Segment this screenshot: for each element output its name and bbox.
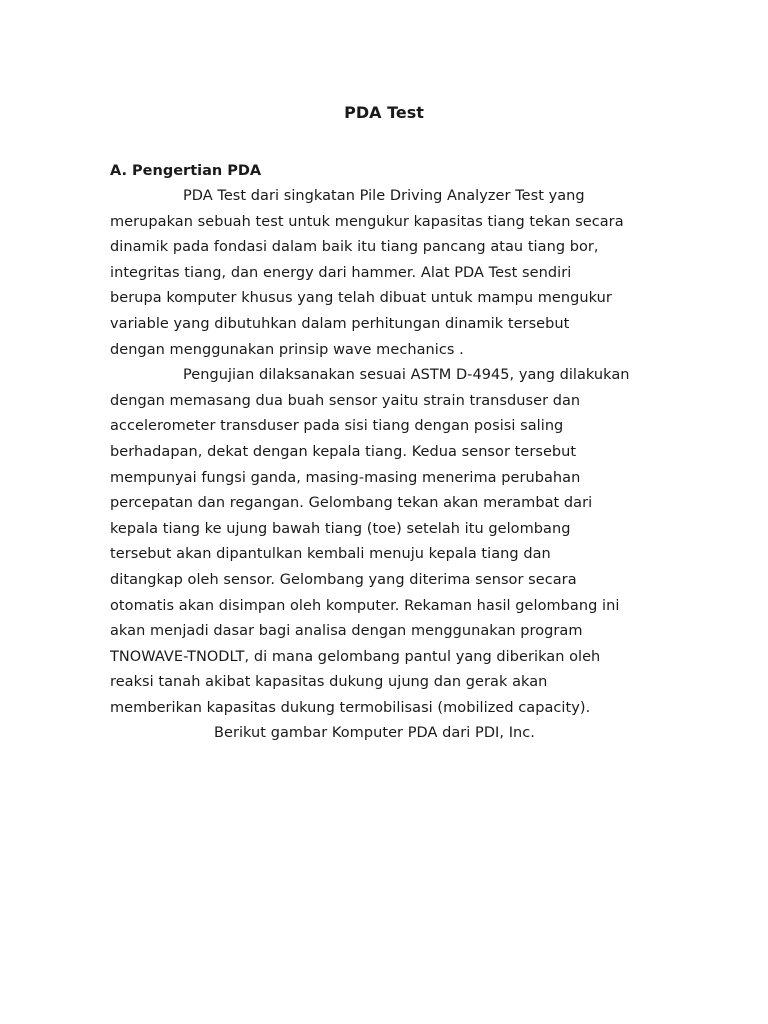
paragraph-1-line-1: PDA Test dari singkatan Pile Driving Analyzer Test yang: [183, 188, 585, 204]
paragraph-2-line-2: dengan memasang dua buah sensor yaitu strain transduser dan: [110, 392, 581, 409]
paragraph-1-line-5: berupa komputer khusus yang telah dibuat untuk mampu mengukur: [110, 290, 612, 307]
paragraph-2-line-4: berhadapan, dekat dengan kepala tiang. Kedua sensor tersebut: [110, 443, 577, 460]
section-heading: A. Pengertian PDA: [110, 163, 262, 179]
paragraph-1-line-7: dengan menggunakan prinsip wave mechanics .: [110, 341, 464, 358]
paragraph-1-line-3: dinamik pada fondasi dalam baik itu tiang pancang atau tiang bor,: [110, 239, 599, 256]
paragraph-1-line-2: merupakan sebuah test untuk mengukur kapasitas tiang tekan secara: [110, 213, 624, 230]
paragraph-2-line-13: reaksi tanah akibat kapasitas dukung ujung dan gerak akan: [110, 674, 548, 691]
figure-intro-line: Berikut gambar Komputer PDA dari PDI, Inc.: [214, 725, 535, 742]
paragraph-2-line-3: accelerometer transduser pada sisi tiang dengan posisi saling: [110, 418, 564, 435]
paragraph-2-line-14: memberikan kapasitas dukung termobilisasi (mobilized capacity).: [110, 699, 591, 716]
paragraph-1-line-4: integritas tiang, dan energy dari hammer. Alat PDA Test sendiri: [110, 264, 572, 281]
paragraph-2-line-1: Pengujian dilaksanakan sesuai ASTM D-4945, yang dilakukan: [183, 367, 630, 384]
paragraph-2-line-9: ditangkap oleh sensor. Gelombang yang diterima sensor secara: [110, 571, 577, 588]
paragraph-2-line-5: mempunyai fungsi ganda, masing-masing menerima perubahan: [110, 469, 581, 486]
paragraph-2-line-6: percepatan dan regangan. Gelombang tekan akan merambat dari: [110, 495, 593, 512]
paragraph-2-line-11: akan menjadi dasar bagi analisa dengan menggunakan program: [110, 623, 583, 640]
paragraph-2-line-12: TNOWAVE-TNODLT, di mana gelombang pantul yang diberikan oleh: [110, 648, 601, 665]
document-body: [110, 184, 662, 747]
paragraph-2-line-7: kepala tiang ke ujung bawah tiang (toe) setelah itu gelombang: [110, 520, 571, 537]
paragraph-2-line-8: tersebut akan dipantulkan kembali menuju kepala tiang dan: [110, 546, 551, 563]
page-title: PDA Test: [344, 103, 424, 122]
paragraph-2-line-10: otomatis akan disimpan oleh komputer. Rekaman hasil gelombang ini: [110, 597, 620, 614]
paragraph-1-line-6: variable yang dibutuhkan dalam perhitungan dinamik tersebut: [110, 315, 570, 332]
